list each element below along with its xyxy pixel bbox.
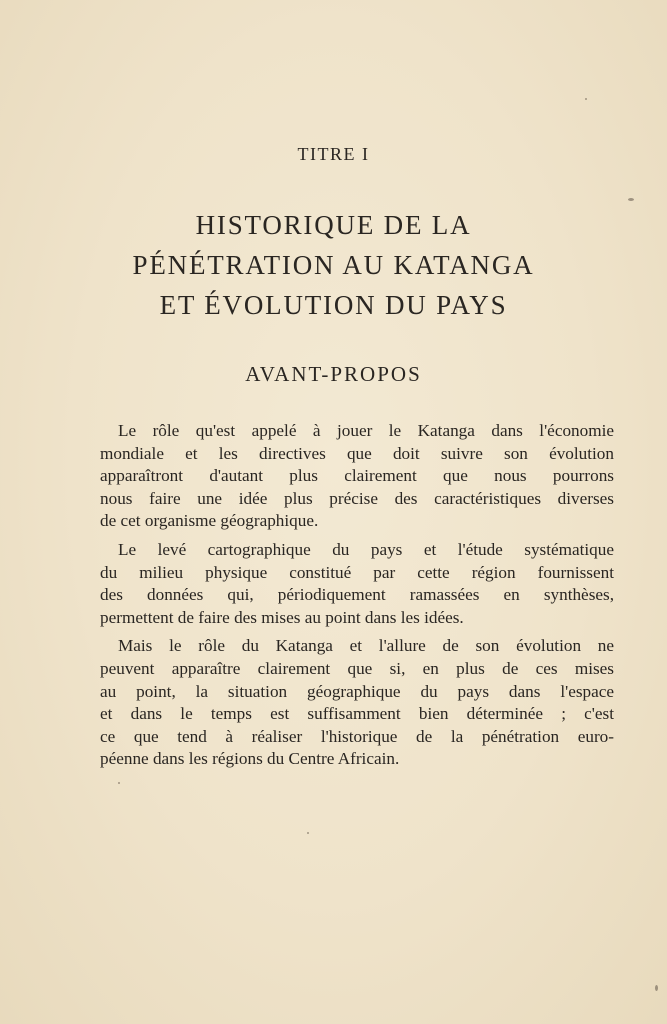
main-title-line: HISTORIQUE DE LA — [195, 210, 472, 240]
main-title-line: PÉNÉTRATION AU KATANGA — [132, 250, 535, 280]
text-line: des données qui, périodiquement ramassées en synthèses, — [100, 585, 614, 605]
paragraph-3 — [100, 635, 614, 771]
text-line: du milieu physique constitué par cette région fournissent — [100, 562, 614, 582]
text-line: Le levé cartographique du pays et l'étude systématique — [118, 539, 614, 559]
text-line: mondiale et les directives que doit suivre son évolution — [100, 443, 614, 463]
part-label: TITRE I — [297, 144, 370, 164]
paper-speck — [655, 985, 658, 991]
paper-speck — [118, 782, 120, 784]
body-text — [100, 420, 614, 777]
paper-speck — [585, 98, 587, 100]
text-line: et dans le temps est suffisamment bien déterminée ; c'est — [100, 704, 614, 724]
paper-speck — [307, 832, 309, 834]
text-line: nous faire une idée plus précise des caractéristiques diverses — [100, 488, 614, 508]
text-line: Le rôle qu'est appelé à jouer le Katanga dans l'économie — [118, 421, 614, 440]
main-title — [0, 205, 667, 325]
text-line: permettent de faire des mises au point dans les idées. — [100, 607, 464, 627]
text-line: apparaîtront d'autant plus clairement que nous pourrons — [100, 466, 614, 486]
text-line: ce que tend à réaliser l'historique de la pénétration euro- — [100, 726, 614, 746]
text-line: peuvent apparaître clairement que si, en plus de ces mises — [100, 658, 614, 678]
main-title-line: ET ÉVOLUTION DU PAYS — [159, 290, 508, 320]
section-heading: AVANT-PROPOS — [245, 362, 422, 386]
text-line: au point, la situation géographique du pays dans l'espace — [100, 681, 614, 701]
text-line: Mais le rôle du Katanga et l'allure de son évolution ne — [118, 636, 614, 656]
paragraph-2 — [100, 539, 614, 629]
text-line: péenne dans les régions du Centre Africain. — [100, 749, 400, 769]
text-line: de cet organisme géographique. — [100, 511, 319, 531]
paragraph-1 — [100, 420, 614, 533]
paper-speck — [628, 198, 634, 201]
